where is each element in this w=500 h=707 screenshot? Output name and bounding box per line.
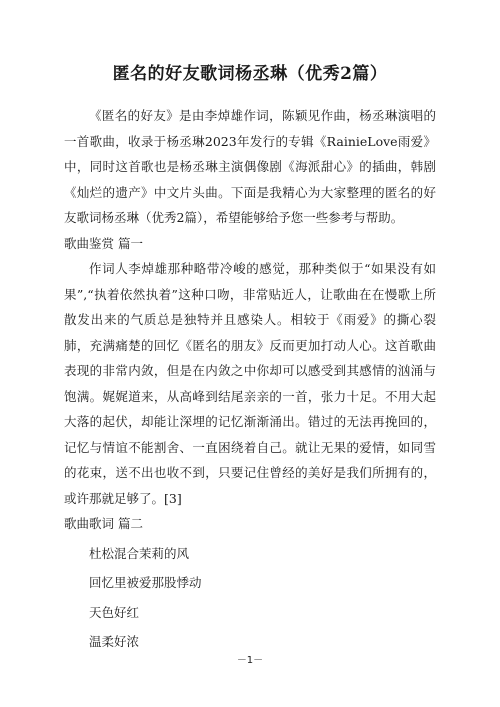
lyric-line: 回忆里被爱那股悸动: [89, 575, 202, 590]
document-title: 匿名的好友歌词杨丞琳（优秀2篇）: [112, 64, 388, 84]
document-body: [64, 103, 436, 657]
lyrics-list: [64, 539, 436, 657]
lyric-line: 温柔好浓: [89, 634, 140, 649]
review-paragraph: 作词人李焯雄那种略带冷峻的感觉，那种类似于“如果没有如果”,“执着依然执着”这种口吻，非常贴近人，让歌曲在在慢歌上所散发出来的气质总是独特并且感染人。相较于《雨爱》的撕心裂肺，充满痛楚的回忆《匿名的朋友》反而更加打动人心。这首歌曲表现的非常内敛，但是在内敛之中你却可以感受到其感情的汹涌与饱满。娓娓道来，从高峰到结尾亲亲的一首，张力十足。不用大起大落的起伏，却能让深埋的记忆渐渐涌出。错过的无法再挽回的，记忆与情谊不能割舍、一直困绕着自己。就让无果的爱情，如同雪的花束，送不出也收不到，只要记住曾经的美好是我们所拥有的，或许那就足够了。[3]: [64, 261, 436, 506]
lyric-line: 杜松混合茉莉的风: [89, 545, 190, 561]
section-heading-1: 歌曲鉴赏 篇一: [64, 235, 143, 251]
page-number: －1－: [236, 655, 264, 666]
lyric-line: 天色好红: [89, 604, 140, 620]
section-heading-2: 歌曲歌词 篇二: [64, 516, 143, 531]
intro-paragraph: 《匿名的好友》是由李焯雄作词，陈颖见作曲，杨丞琳演唱的一首歌曲，收录于杨丞琳2023年发行的专辑《RainieLove雨爱》中，同时这首歌也是杨丞琳主演偶像剧《海派甜心》的插曲，韩剧《灿烂的遗产》中文片头曲。下面是我精心为大家整理的匿名的好友歌词杨丞琳（优秀2篇），希望能够给予您一些参考与帮助。: [64, 108, 436, 225]
